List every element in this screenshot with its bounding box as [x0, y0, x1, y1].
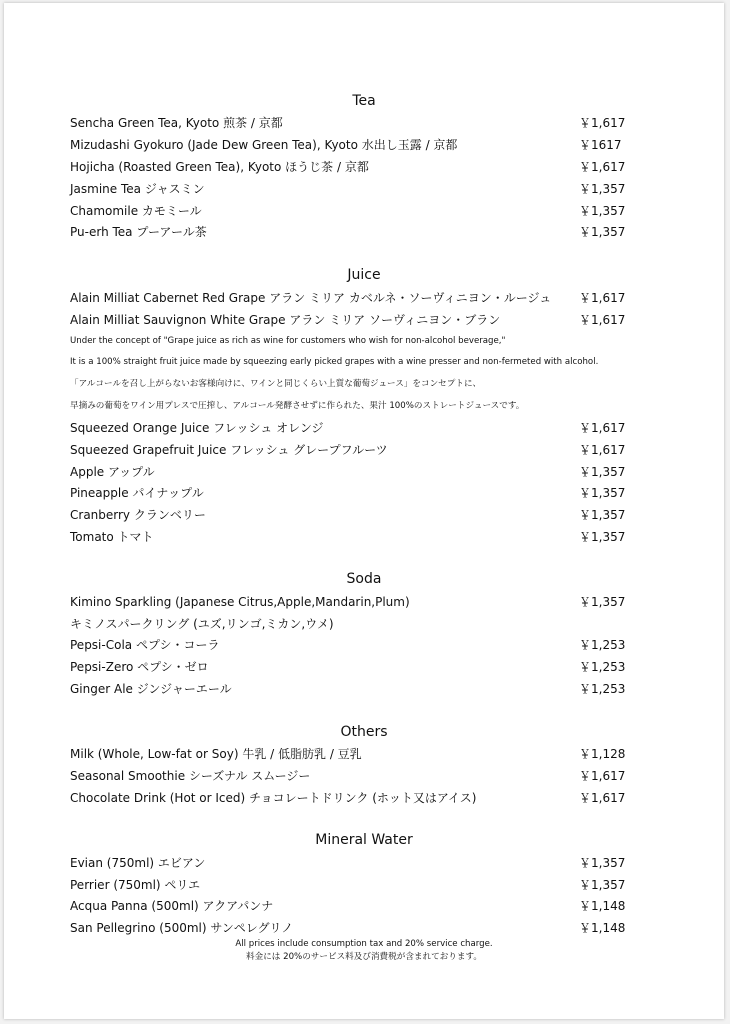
- item-price: ￥1,357: [579, 182, 626, 196]
- item-price: ￥1,357: [579, 856, 626, 870]
- item-name: Jasmine Tea ジャスミン: [70, 182, 205, 196]
- item-name: Cranberry クランベリー: [70, 508, 206, 522]
- menu-item: [70, 441, 626, 459]
- section-title-others: Others: [340, 724, 388, 740]
- menu-item: [70, 767, 626, 785]
- juice-note-ja-1: 「アルコールを召し上がらないお客様向けに、ワインと同じくらい上質な葡萄ジュース」をコンセプトに、: [70, 379, 482, 389]
- section-title-juice: Juice: [347, 267, 381, 283]
- menu-item: [70, 789, 626, 807]
- menu-item: [70, 180, 626, 198]
- item-name: Hojicha (Roasted Green Tea), Kyoto ほうじ茶 / 京都: [70, 160, 369, 174]
- item-price: ￥1,357: [579, 530, 626, 544]
- item-name: Sencha Green Tea, Kyoto 煎茶 / 京都: [70, 116, 283, 130]
- menu-item: [70, 876, 626, 894]
- menu-item: [70, 854, 626, 872]
- item-price: ￥1,357: [579, 508, 626, 522]
- menu-item: [70, 636, 626, 654]
- menu-item: [70, 223, 626, 241]
- menu-item: [70, 897, 626, 915]
- item-name: San Pellegrino (500ml) サンペレグリノ: [70, 921, 294, 935]
- menu-item: [70, 419, 626, 437]
- item-price: ￥1,617: [579, 769, 626, 783]
- item-name: Ginger Ale ジンジャーエール: [70, 682, 232, 696]
- item-price: ￥1,253: [579, 638, 626, 652]
- juice-note-en-1: Under the concept of "Grape juice as rich as wine for customers who wish for non-alcohol beverage,": [70, 336, 506, 346]
- juice-note-en-2: It is a 100% straight fruit juice made by squeezing early picked grapes with a wine presser and non-fermeted with alcohol.: [70, 357, 599, 367]
- item-name: Alain Milliat Sauvignon White Grape アラン ミリア ソーヴィニヨン・ブラン: [70, 313, 501, 327]
- item-price: ￥1617: [579, 138, 622, 152]
- menu-item: [70, 484, 626, 502]
- menu-item: [70, 114, 626, 132]
- section-title-mineral-water: Mineral Water: [315, 832, 413, 848]
- item-price: ￥1,617: [579, 313, 626, 327]
- item-price: ￥1,617: [579, 421, 626, 435]
- item-name: Squeezed Grapefruit Juice フレッシュ グレープフルーツ: [70, 443, 388, 457]
- menu-item: [70, 615, 626, 633]
- item-name: Pu-erh Tea プーアール茶: [70, 225, 207, 239]
- item-price: ￥1,357: [579, 878, 626, 892]
- menu-item: [70, 528, 626, 546]
- item-price: ￥1,357: [579, 595, 626, 609]
- item-name: Seasonal Smoothie シーズナル スムージー: [70, 769, 311, 783]
- menu-page: [4, 3, 724, 1019]
- item-price: ￥1,357: [579, 465, 626, 479]
- item-price: ￥1,617: [579, 791, 626, 805]
- menu-item: [70, 202, 626, 220]
- menu-item: [70, 463, 626, 481]
- item-price: ￥1,148: [579, 899, 626, 913]
- item-name: Perrier (750ml) ペリエ: [70, 878, 201, 892]
- menu-item: [70, 158, 626, 176]
- item-name: Pineapple パイナップル: [70, 486, 204, 500]
- item-name: Kimino Sparkling (Japanese Citrus,Apple,Mandarin,Plum): [70, 595, 410, 609]
- menu-item: [70, 289, 626, 307]
- item-price: ￥1,357: [579, 486, 626, 500]
- menu-item: [70, 311, 626, 329]
- item-name: Chamomile カモミール: [70, 204, 202, 218]
- juice-note-ja-2: 早摘みの葡萄をワイン用プレスで圧搾し、アルコール発酵させずに作られた、果汁 100%のストレートジュースです。: [70, 401, 525, 411]
- item-price: ￥1,617: [579, 116, 626, 130]
- item-price: ￥1,357: [579, 225, 626, 239]
- item-price: ￥1,253: [579, 660, 626, 674]
- menu-item: [70, 745, 626, 763]
- item-name: Apple アップル: [70, 465, 155, 479]
- item-name: Squeezed Orange Juice フレッシュ オレンジ: [70, 421, 324, 435]
- item-name: キミノスパークリング (ユズ,リンゴ,ミカン,ウメ): [70, 617, 334, 631]
- menu-item: [70, 658, 626, 676]
- item-price: ￥1,357: [579, 204, 626, 218]
- item-price: ￥1,148: [579, 921, 626, 935]
- item-name: Pepsi-Cola ペプシ・コーラ: [70, 638, 220, 652]
- section-title-soda: Soda: [346, 571, 382, 587]
- item-name: Mizudashi Gyokuro (Jade Dew Green Tea), Kyoto 水出し玉露 / 京都: [70, 138, 458, 152]
- item-name: Milk (Whole, Low-fat or Soy) 牛乳 / 低脂肪乳 / 豆乳: [70, 747, 362, 761]
- item-price: ￥1,617: [579, 160, 626, 174]
- menu-item: [70, 593, 626, 611]
- item-price: ￥1,128: [579, 747, 626, 761]
- item-price: ￥1,253: [579, 682, 626, 696]
- item-price: ￥1,617: [579, 443, 626, 457]
- item-name: Acqua Panna (500ml) アクアパンナ: [70, 899, 274, 913]
- section-title-tea: Tea: [352, 93, 376, 109]
- item-name: Tomato トマト: [70, 530, 154, 544]
- item-price: ￥1,617: [579, 291, 626, 305]
- menu-item: [70, 919, 626, 937]
- menu-item: [70, 680, 626, 698]
- item-name: Evian (750ml) エビアン: [70, 856, 206, 870]
- item-name: Alain Milliat Cabernet Red Grape アラン ミリア カベルネ・ソーヴィニヨン・ルージュ: [70, 291, 552, 305]
- menu-item: [70, 506, 626, 524]
- item-name: Pepsi-Zero ペプシ・ゼロ: [70, 660, 209, 674]
- footer-note-en: All prices include consumption tax and 20% service charge.: [235, 939, 493, 949]
- menu-item: [70, 136, 626, 154]
- item-name: Chocolate Drink (Hot or Iced) チョコレートドリンク (ホット又はアイス): [70, 791, 477, 805]
- footer-note-ja: 料金には 20%のサービス料及び消費税が含まれております。: [246, 952, 482, 962]
